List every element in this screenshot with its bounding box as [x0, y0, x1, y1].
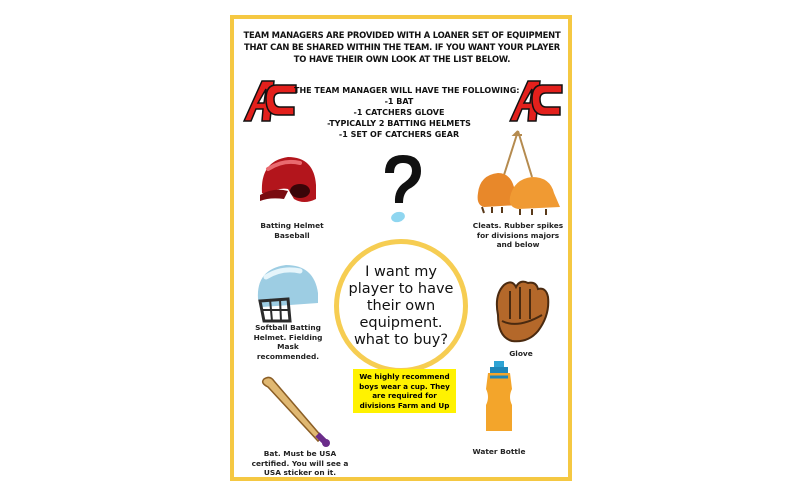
- team-manager-item: -1 BAT: [384, 97, 414, 106]
- team-manager-item: -1 CATCHERS GLOVE: [353, 108, 445, 117]
- ac-logo-left-icon: [240, 77, 298, 123]
- team-manager-item: -1 SET OF CATCHERS GEAR: [338, 130, 460, 139]
- center-question-text: I want my player to have their own equipment. what to buy?: [348, 263, 454, 348]
- glove-caption: Glove: [509, 349, 533, 358]
- logo-text: AC: [240, 77, 242, 78]
- ac-logo-right-icon: [506, 77, 564, 123]
- team-manager-heading: THE TEAM MANAGER WILL HAVE THE FOLLOWING:: [294, 86, 520, 95]
- team-manager-item: -TYPICALLY 2 BATTING HELMETS: [327, 119, 471, 128]
- batting-helmet-icon: [254, 149, 324, 219]
- softball-helmet-caption: Softball Batting Helmet. Fielding Mask recommended.: [253, 323, 323, 361]
- water-bottle-caption: Water Bottle: [472, 447, 526, 456]
- question-text: ?: [377, 151, 378, 152]
- cleats-icon: [474, 127, 564, 219]
- team-manager-list: [294, 85, 520, 140]
- cleats-caption: Cleats. Rubber spikes for divisions majors and below: [472, 221, 564, 249]
- intro-text: TEAM MANAGERS ARE PROVIDED WITH A LOANER SET OF EQUIPMENT THAT CAN BE SHARED WITHIN THE TEAM. IF YOU WANT YOUR PLAYER TO HAVE THEIR OWN LOOK AT THE LIST BELOW.: [243, 30, 561, 64]
- center-question-circle: [334, 239, 468, 373]
- bat-caption: Bat. Must be USA certified. You will see a USA sticker on it.: [251, 449, 349, 477]
- cup-note: We highly recommend boys wear a cup. They are required for divisions Farm and Up: [353, 369, 456, 413]
- batting-helmet-caption: Batting Helmet Baseball: [260, 221, 324, 240]
- glove-icon: [488, 275, 554, 347]
- softball-helmet-icon: [248, 255, 328, 327]
- question-mark-icon: [377, 151, 427, 233]
- water-bottle-icon: [480, 359, 518, 435]
- equipment-flyer: [230, 15, 572, 481]
- bat-icon: [256, 373, 336, 449]
